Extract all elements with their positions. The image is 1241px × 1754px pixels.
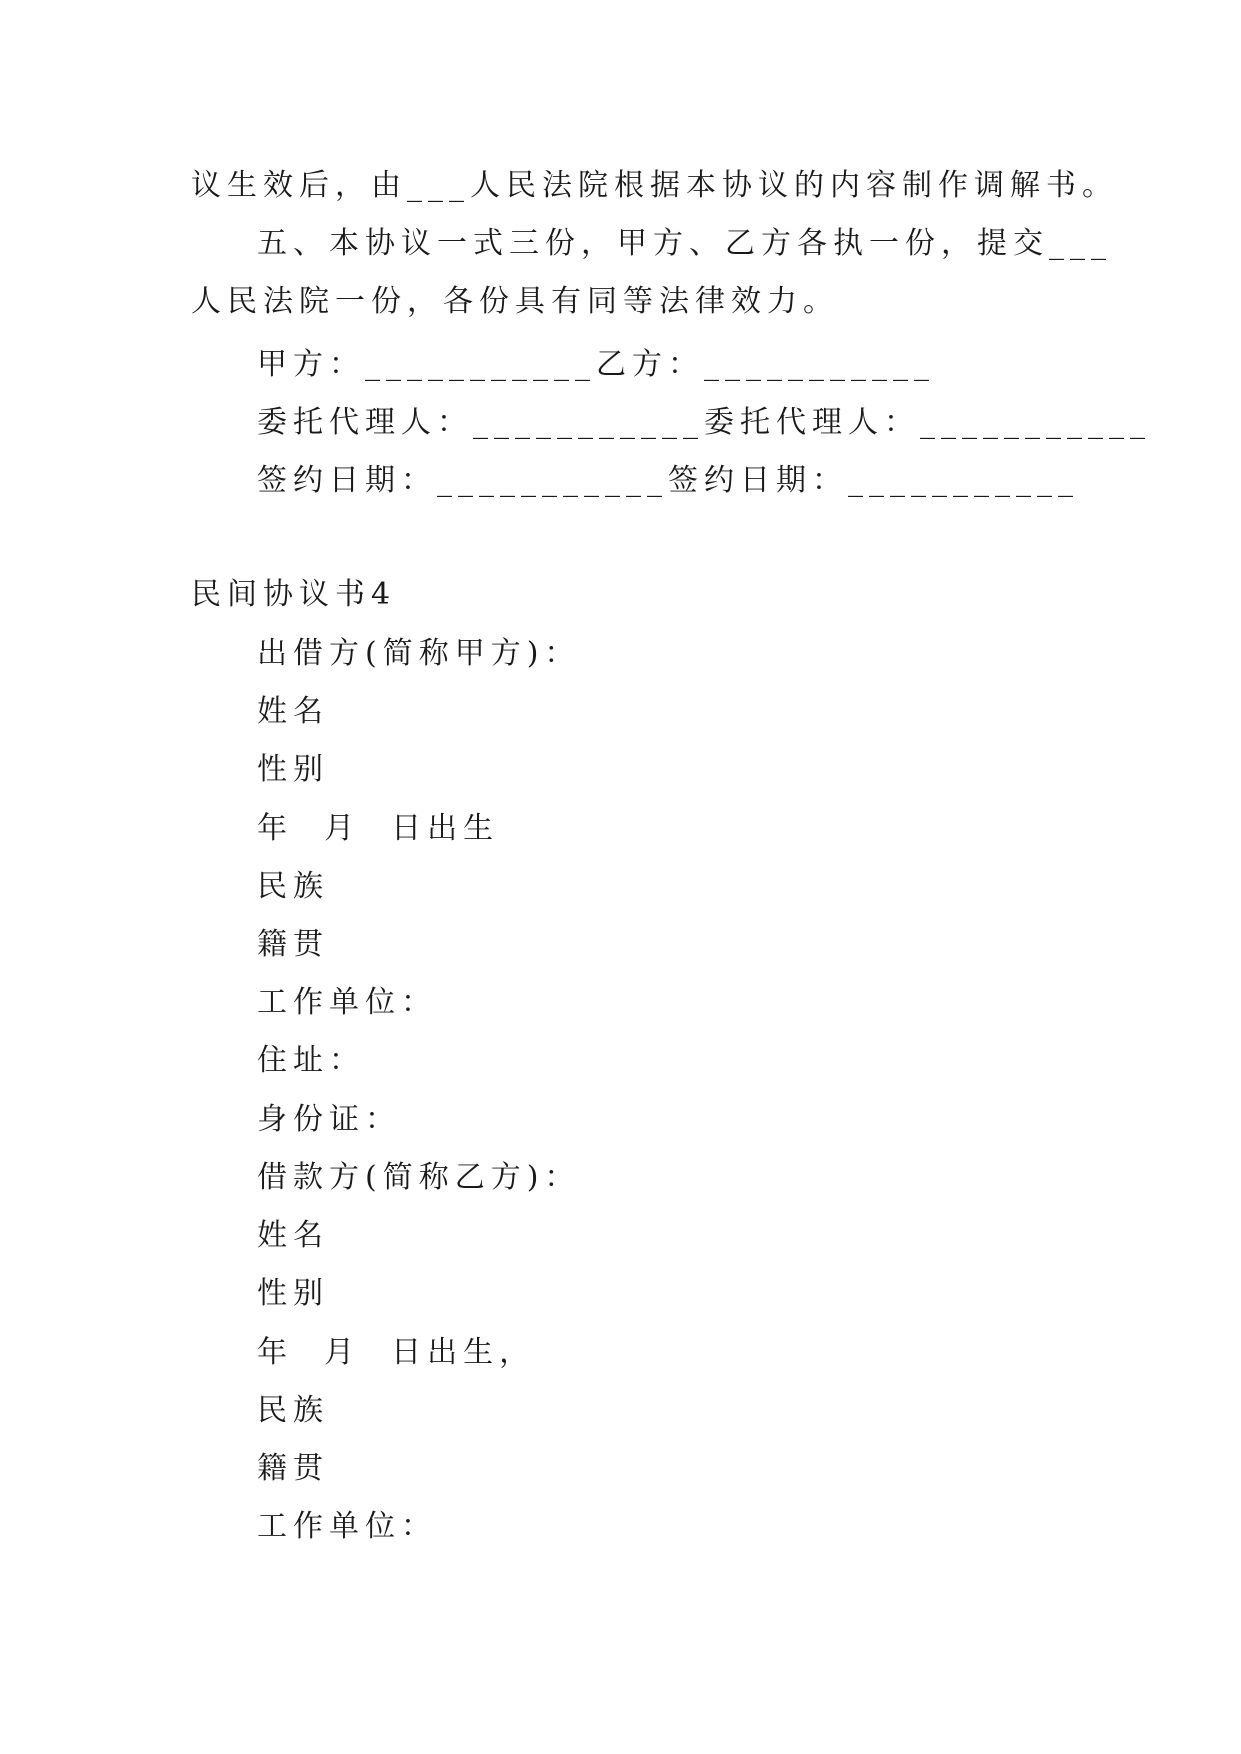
form-field-label: 姓名 bbox=[257, 694, 329, 729]
form-field-label: 身份证： bbox=[257, 1102, 401, 1137]
signature-line-dates: 签约日期：___________签约日期：___________ bbox=[257, 463, 1079, 498]
form-field-label: 民族 bbox=[257, 1393, 329, 1428]
form-field-label: 性别 bbox=[257, 752, 329, 787]
section-title: 民间协议书4 bbox=[191, 577, 397, 612]
form-field-label: 姓名 bbox=[257, 1218, 329, 1253]
signature-line-agents: 委托代理人：___________委托代理人：___________ bbox=[257, 405, 1151, 440]
paragraph-line: 五、本协议一式三份，甲方、乙方各执一份，提交___ bbox=[257, 226, 1112, 261]
form-field-label: 住址： bbox=[257, 1043, 365, 1078]
form-field-label: 民族 bbox=[257, 869, 329, 904]
form-field-label: 年 月 日出生， bbox=[257, 1335, 536, 1370]
paragraph-line: 议生效后，由___人民法院根据本协议的内容制作调解书。 bbox=[191, 168, 1118, 203]
borrower-heading: 借款方(简称乙方)： bbox=[257, 1160, 581, 1195]
form-field-label: 籍贯 bbox=[257, 1451, 329, 1486]
form-field-label: 工作单位： bbox=[257, 1509, 437, 1544]
lender-heading: 出借方(简称甲方)： bbox=[257, 636, 581, 671]
form-field-label: 性别 bbox=[257, 1276, 329, 1311]
paragraph-line: 人民法院一份，各份具有同等法律效力。 bbox=[191, 284, 839, 319]
signature-line-parties: 甲方：___________乙方：___________ bbox=[257, 347, 935, 382]
form-field-label: 籍贯 bbox=[257, 927, 329, 962]
form-field-label: 工作单位： bbox=[257, 985, 437, 1020]
form-field-label: 年 月 日出生 bbox=[257, 811, 500, 846]
